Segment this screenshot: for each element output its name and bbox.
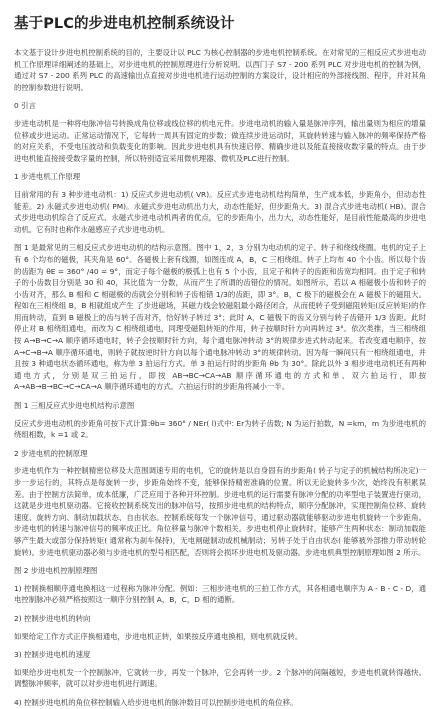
document-title: 基于PLC的步进电机控制系统设计	[14, 16, 235, 32]
paragraph: 图 1 是最常见的三相反应式步进电动机的结构示意图。图中 1，2，3 分别为电动机的定子、转子和绕线绕圈。电机的定子上有 6 个均布的磁极，其夹角是 60°。各磁极上套有线圈，如图连成 A，B，C 三相绕组。转子上均布 40 个小齿。所以每个齿的齿距为 θE = 360° /40 = 9°，而定子每个磁极的极弧上也有 5 个小齿，且定子和转子的齿距和齿宽均相同。由于定子和转子的小齿数目分别是 30 和 40，其比值为一分数，从而产生了所谓的齿错位的情况。如图所示，若以 A 相磁极小齿和转子的小齿对齐，那么 B 相和 C 相磁极的齿就会分别和转子齿相错 1/3的齿距，即 3°。B，C 极下的磁极会在 A 磁极下的磁阻大。程如在三相绕组 B，B 相就组成产生 了步进磁场，其磁力线会较磁阻最小路径闭合，从而使转子受到磁阻转矩(反应转矩)的作用而转动，直到 B 磁极上的齿与转子齿对齐，恰好转子转过 3°；此时 A，C 磁极下的齿又分别与转子齿错开 1/3 齿距。此时停止对 B 相绕组通电，而改为 C 相绕组通电，同理受磁阻转矩的作用，转子按顺时针方向再转过 3°。依次类推，当三相绕组按 A→B→C→A 顺序循环通电时，转子会按顺时针方向，每个通电脉冲转动 3°的规律步进式转动起来。若改变通电顺序，按 A→C→B→A 顺序循环通电，则转子就按逆时针方向以每个通电脉冲转动 3°的规律转动。因为每一瞬间只有一相绕组通电，并且按 3 种通电状态循环通电，称为单 3 拍运行方式。单 3 拍运行时的步距角 θb 为 30°。除此以外 3 相步进电动机还有两种通电方式，分别是双三拍运行，即按 AB→BC→CA→AB 顺序循环通电的方式和单、双六拍运行，即按 A→AB→B→BC→C→CA→A 顺序循环通电的方式。六拍运行时的步距角将减小一半。	[14, 243, 426, 392]
section-heading: 4) 控制步进电机的角位移控制输入给步进电机的脉冲数目可以控制步进电机的角位移。	[14, 697, 298, 707]
paragraph: 如果给步进电机发一个控制脉冲，它就转一步，再发一个脉冲，它会再转一步。2 个脉冲的间隔越短，步进电机就转得越快。调整脉冲频率，就可以对步进电机进行调速。	[14, 667, 426, 689]
section-heading: 2 步进电机的控制原理	[14, 448, 88, 458]
paragraph: 目前常用的有 3 种步进电动机：1) 反应式步进电动机( VR)。反应式步进电动机结构简单，生产成本低，步距角小，但动态性能差。2) 永磁式步进电动机( PM)。永磁式步进电动机出力大，动态性能好，但步距角大。3) 混合式步进电动机( HB)。混合式步进电动机综合了反应式、永磁式步进电动机两者的优点，它的步距角小，出力大，动态性能好，是目前性能最高的步进电动机。它有时也称作永磁感应子式步进电动机。	[14, 189, 426, 234]
section-heading: 1 步进电机工作原理	[14, 172, 81, 182]
paragraph: 步进电动机是一种将电脉冲信号转换成角位移或线位移的机电元件。步进电动机的输入量是脉冲序列，输出量则为相应的增量位移或步进运动。正常运动情况下，它每转一周具有固定的步数；做连续步进运动时，其旋转转速与输入脉冲的频率保持严格的对应关系，不受电压波动和负载变化的影响。因此步进电机具有快速启停、精确步进以及能直接接收数字量的特点。由于步进电机能直接接受数字量的控制，所以特别适宜采用微机理器、微机及PLC进行控制。	[14, 118, 426, 163]
paragraph: 如果给定工作方式正序换相通电，步进电机正转，如果按反序通电换相，则电机就反转。	[14, 631, 303, 641]
section-heading: 2) 控制步进电机的转向	[14, 613, 91, 623]
document-body	[14, 47, 426, 709]
paragraph: 1) 控制换相顺序通电换相这一过程称为脉冲分配。例如：三相步进电机的三拍工作方式，其各相通电顺序为 A - B - C - D，通电控制脉冲必须严格按照这一顺序分别控制 A，B，C，D 相的通断。	[14, 583, 426, 605]
section-heading: 0 引言	[14, 101, 36, 111]
section-heading: 3) 控制步进电机的速度	[14, 650, 91, 660]
section-heading: 图 2 步进电机控制原理图	[14, 566, 98, 576]
section-heading: 图 1 三相反应式步进电机结构示意图	[14, 401, 135, 411]
paragraph: 反应式步进电动机的步距角可按下式计算:θb= 360° / NEr( l)式中: Er为转子齿数; N 为运行拍数，N =km，m 为步进电机的绕组相数，k =1 或 2。	[14, 418, 426, 440]
paragraph: 本文基于设计步进电机控制系统的目的，主要设计以 PLC 为核心控制器的步进电机控制系统。在对常见的三相反应式步进电动机工作原理详细阐述的基础上，对步进电机的控制原理进行分析说明。以西门子 S7 - 200 系列 PLC 对步进电机的控制为例，通过对 S7 - 200 系列 PLC 的高速输出点直接对步进电机进行运动控制的方案设计，设计相应的外部接线图、程序，并对其角的控制参数进行说明。	[14, 48, 426, 92]
paragraph: 步进电机作为一种控制精密位移及大范围调速专用的电机，它的旋转是以自身固有的步距角( 转子与定子的机械结构所决定)一步一步运行的，其特点是每旋转一步，步距角始终不变，能够保持精密准确的位置。所以无论旋转多少次，始终没有积累误差。由于控制方法简单，成本低廉，广泛应用于各种开环控制。步进电机的运行需要有脉冲分配的功率型电子装置进行驱动，这就是步进电机驱动器。它接收控制系统发出的脉冲信号，按照步进电机的结构特点，顺序分配脉冲，实现控制角位移、旋转速度、旋转方向、制动加载状态、自由状态。控制系统每发一个脉冲信号，通过驱动器就能够驱动步进电机旋转一个步距角。步进电机的转速与脉冲信号的频率成正比。角位移量与脉冲个数相关。步进电机停止旋转时，能够产生两种状态：制动加载能够产生最大或部分保持转矩( 通常称为刹车保持)，无电闸磁制动或机械制动；另转子处于自由状态( 能够被外部推力带动转轮旋转)。步进电机驱动器必须与步进电机的型号相匹配，否则将会损坏步进电机及驱动器。步进电机典型控制原理如图 2 所示。	[14, 466, 426, 557]
